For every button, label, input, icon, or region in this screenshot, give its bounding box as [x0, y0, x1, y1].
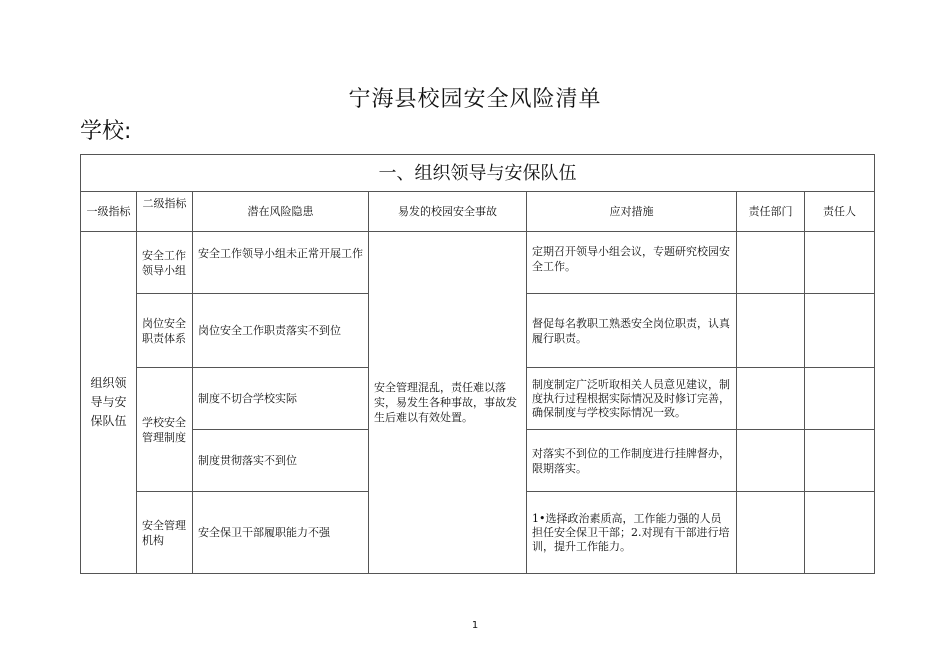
risk-table [80, 154, 875, 574]
person-cell [805, 232, 875, 294]
header-measure: 应对措施 [527, 192, 737, 232]
dept-cell [737, 232, 805, 294]
risk-cell: 岗位安全工作职责落实不到位 [193, 294, 369, 368]
dept-cell [737, 294, 805, 368]
level2-cell: 安全工作领导小组 [137, 232, 193, 294]
section-row [81, 155, 875, 192]
header-level2: 二级指标 [137, 192, 193, 232]
dept-cell [737, 368, 805, 430]
risk-cell: 安全工作领导小组未正常开展工作 [193, 232, 369, 294]
page-number: 1 [471, 620, 479, 631]
table-row [81, 232, 875, 294]
measure-cell: 督促每名教职工熟悉安全岗位职责，认真履行职责。 [527, 294, 737, 368]
dept-cell [737, 430, 805, 492]
measure-cell: 1•选择政治素质高，工作能力强的人员担任安全保卫干部；2.对现有干部进行培训，提升工作能力。 [527, 492, 737, 574]
level2-cell: 学校安全管理制度 [137, 368, 193, 492]
person-cell [805, 492, 875, 574]
school-label: 学校: [80, 119, 132, 144]
person-cell [805, 368, 875, 430]
level2-cell: 安全管理机构 [137, 492, 193, 574]
level2-cell: 岗位安全职责体系 [137, 294, 193, 368]
section-title: 一、组织领导与安保队伍 [81, 155, 875, 192]
measure-cell: 制度制定广泛听取相关人员意见建议，制度执行过程根据实际情况及时修订完善，确保制度与学校实际情况一致。 [527, 368, 737, 430]
person-cell [805, 430, 875, 492]
measure-cell: 对落实不到位的工作制度进行挂牌督办，限期落实。 [527, 430, 737, 492]
header-risk: 潜在风险隐患 [193, 192, 369, 232]
dept-cell [737, 492, 805, 574]
document-title: 宁海县校园安全风险清单 [348, 87, 602, 112]
header-dept: 责任部门 [737, 192, 805, 232]
header-row [81, 192, 875, 232]
risk-cell: 制度贯彻落实不到位 [193, 430, 369, 492]
header-level1: 一级指标 [81, 192, 137, 232]
header-person: 责任人 [805, 192, 875, 232]
accident-cell: 安全管理混乱，责任难以落实，易发生各种事故，事故发生后难以有效处置。 [369, 232, 527, 574]
risk-cell: 安全保卫干部履职能力不强 [193, 492, 369, 574]
level1-cell: 组织领导与安保队伍 [81, 232, 137, 574]
header-accident: 易发的校园安全事故 [369, 192, 527, 232]
risk-cell: 制度不切合学校实际 [193, 368, 369, 430]
measure-cell: 定期召开领导小组会议，专题研究校园安全工作。 [527, 232, 737, 294]
person-cell [805, 294, 875, 368]
